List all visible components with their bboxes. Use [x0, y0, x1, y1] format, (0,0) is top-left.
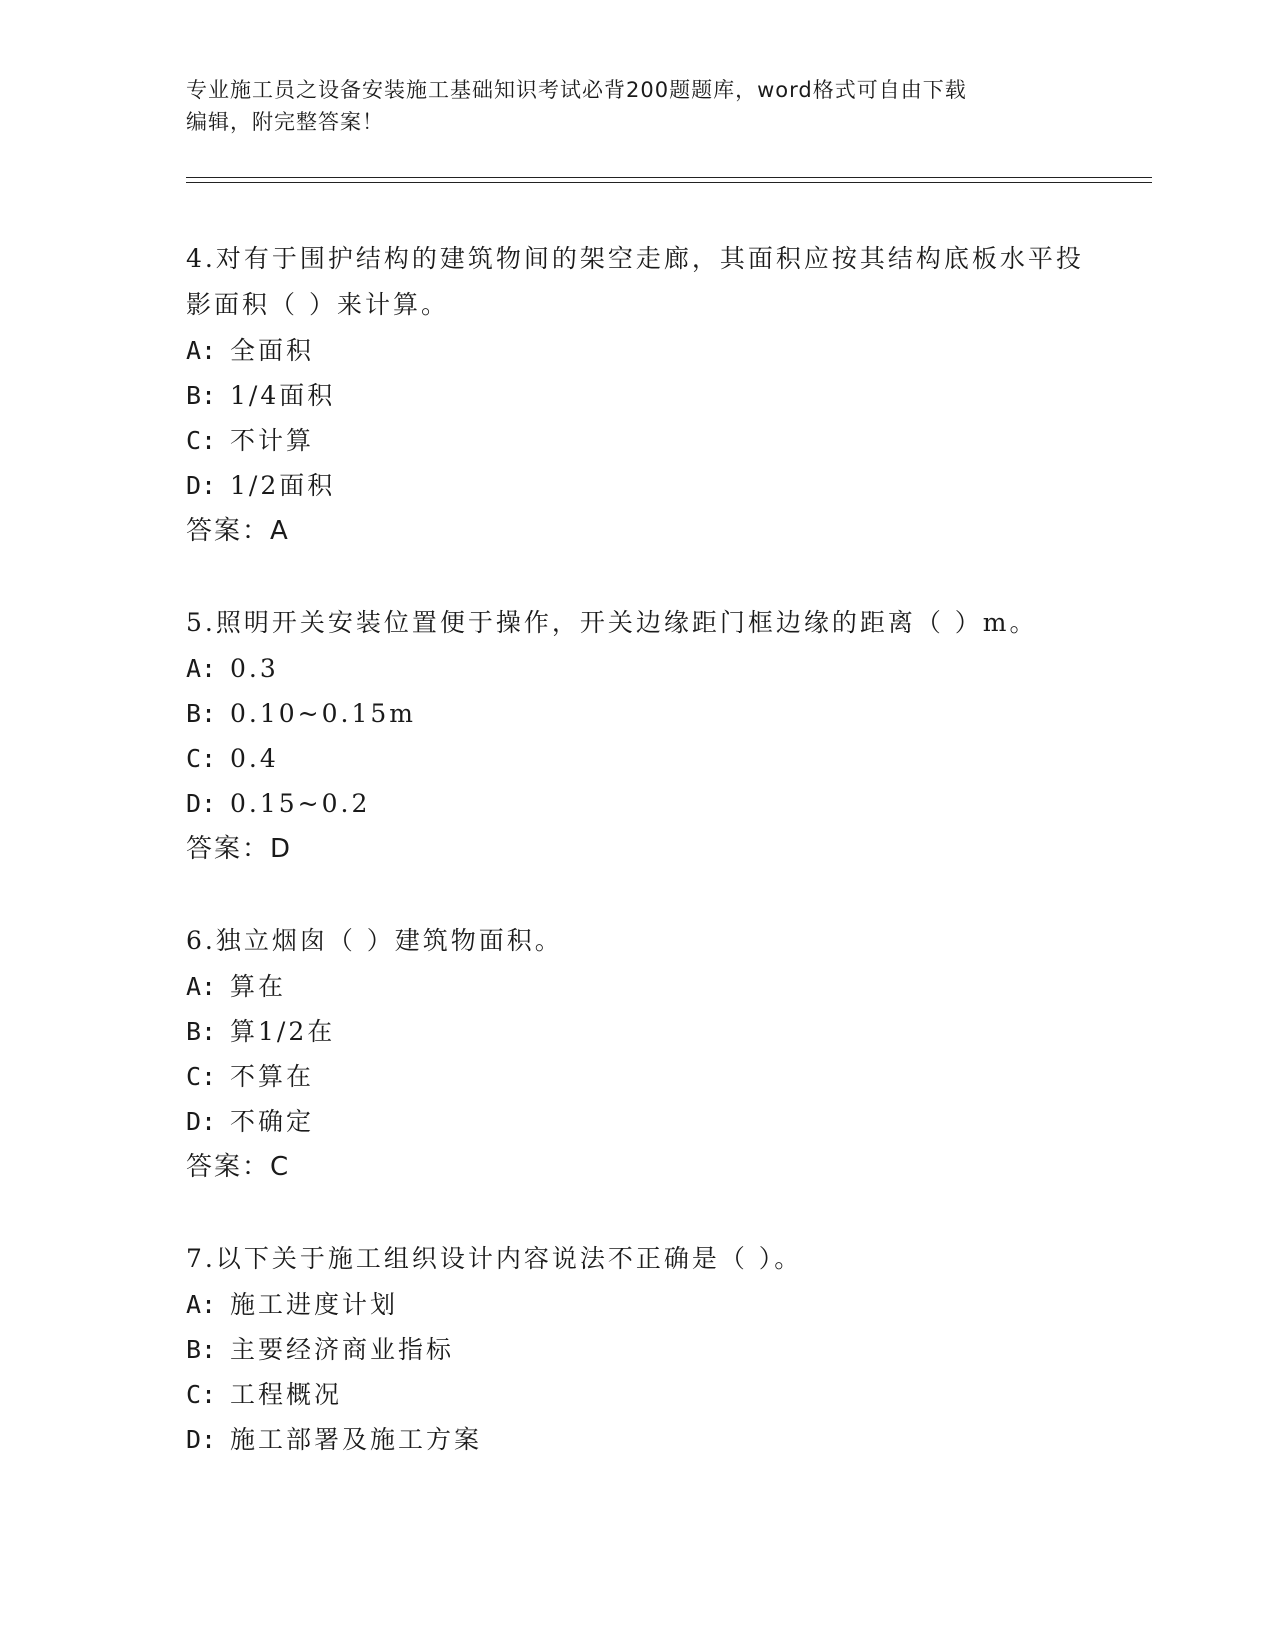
header-divider-bottom — [186, 182, 1152, 183]
option-a — [186, 1282, 1086, 1327]
answer-label: 答案：A — [186, 516, 290, 546]
option-text: 不计算 — [230, 426, 315, 455]
option-letter: A: — [186, 654, 217, 683]
option-letter: B: — [186, 1017, 217, 1046]
question-4 — [186, 236, 1086, 554]
document-header — [186, 74, 1086, 138]
option-text: 0.15~0.2 — [230, 789, 371, 818]
option-a — [186, 646, 1086, 691]
option-b — [186, 373, 1086, 418]
option-letter: A: — [186, 972, 217, 1001]
option-letter: A: — [186, 1290, 217, 1319]
option-text: 不算在 — [230, 1062, 315, 1091]
option-text: 1/4面积 — [230, 381, 336, 410]
option-b — [186, 1009, 1086, 1054]
option-letter: A: — [186, 336, 217, 365]
option-a — [186, 964, 1086, 1009]
option-c — [186, 1372, 1086, 1417]
option-text: 施工部署及施工方案 — [230, 1425, 483, 1454]
option-d — [186, 781, 1086, 826]
header-divider-top — [186, 177, 1152, 178]
option-d — [186, 463, 1086, 508]
option-letter: B: — [186, 699, 217, 728]
option-b — [186, 691, 1086, 736]
answer-label: 答案：D — [186, 834, 293, 864]
answer-label: 答案：C — [186, 1152, 291, 1182]
option-letter: C: — [186, 1380, 217, 1409]
option-letter: C: — [186, 1062, 217, 1091]
question-stem: 6.独立烟囱（ ）建筑物面积。 — [186, 926, 563, 955]
option-c — [186, 736, 1086, 781]
option-c — [186, 1054, 1086, 1099]
question-list — [186, 236, 1086, 1508]
header-line-1: 专业施工员之设备安装施工基础知识考试必背200题题库，word格式可自由下载 — [186, 78, 967, 102]
option-letter: D: — [186, 471, 217, 500]
option-text: 工程概况 — [230, 1380, 343, 1409]
option-text: 0.3 — [230, 654, 279, 683]
option-c — [186, 418, 1086, 463]
option-text: 0.4 — [230, 744, 279, 773]
question-7 — [186, 1236, 1086, 1462]
option-d — [186, 1417, 1086, 1462]
option-text: 1/2面积 — [230, 471, 336, 500]
question-stem: 7.以下关于施工组织设计内容说法不正确是（ ）。 — [186, 1244, 803, 1273]
option-letter: D: — [186, 1107, 217, 1136]
option-letter: D: — [186, 789, 217, 818]
option-letter: B: — [186, 381, 217, 410]
header-line-2: 编辑，附完整答案！ — [186, 110, 384, 134]
option-text: 施工进度计划 — [230, 1290, 399, 1319]
question-stem: 4.对有于围护结构的建筑物间的架空走廊，其面积应按其结构底板水平投影面积（ ）来计算。 — [186, 244, 1084, 319]
option-text: 全面积 — [230, 336, 315, 365]
question-5 — [186, 600, 1086, 872]
option-text: 算在 — [230, 972, 287, 1001]
option-letter: C: — [186, 426, 217, 455]
option-text: 算1/2在 — [230, 1017, 336, 1046]
option-d — [186, 1099, 1086, 1144]
option-a — [186, 328, 1086, 373]
option-letter: B: — [186, 1335, 217, 1364]
option-letter: D: — [186, 1425, 217, 1454]
option-text: 0.10~0.15m — [230, 699, 416, 728]
option-letter: C: — [186, 744, 217, 773]
option-text: 不确定 — [230, 1107, 315, 1136]
question-stem: 5.照明开关安装位置便于操作，开关边缘距门框边缘的距离（ ）m。 — [186, 608, 1038, 637]
question-6 — [186, 918, 1086, 1190]
option-text: 主要经济商业指标 — [230, 1335, 455, 1364]
option-b — [186, 1327, 1086, 1372]
